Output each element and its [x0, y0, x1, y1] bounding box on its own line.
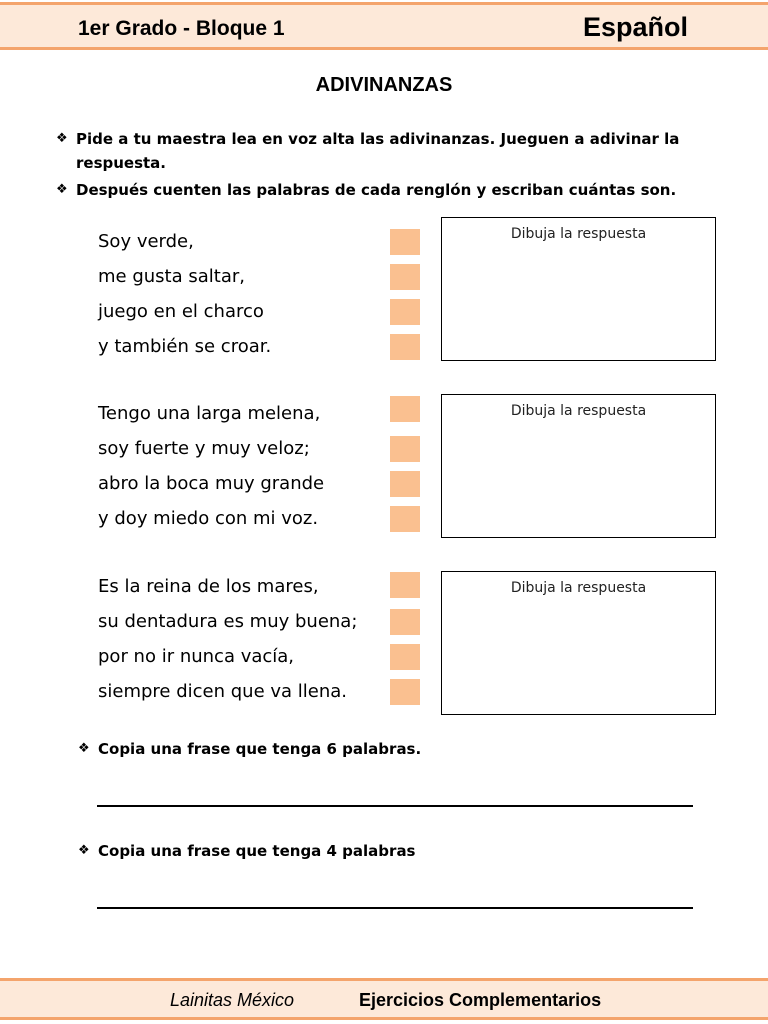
- riddle-line: soy fuerte y muy veloz;: [98, 438, 310, 459]
- instruction-text: Después cuenten las palabras de cada renglón y escriban cuántas son.: [76, 181, 677, 199]
- task-text: Copia una frase que tenga 4 palabras: [98, 842, 416, 860]
- riddle-line: Tengo una larga melena,: [98, 403, 321, 424]
- riddle-line: me gusta saltar,: [98, 266, 245, 287]
- page-footer: [0, 978, 768, 1020]
- word-count-box[interactable]: [390, 609, 420, 635]
- riddle-line: juego en el charco: [98, 301, 264, 322]
- diamond-bullet-icon: ❖: [78, 843, 90, 858]
- riddle-line: su dentadura es muy buena;: [98, 611, 358, 632]
- riddle-line: y doy miedo con mi voz.: [98, 508, 319, 529]
- riddle-line: y también se croar.: [98, 336, 272, 357]
- grade-label: 1er Grado - Bloque 1: [78, 17, 285, 40]
- riddle-line: abro la boca muy grande: [98, 473, 325, 494]
- diamond-bullet-icon: ❖: [56, 182, 68, 197]
- draw-label: Dibuja la respuesta: [510, 403, 647, 419]
- diamond-bullet-icon: ❖: [78, 741, 90, 756]
- riddle-3: [98, 569, 357, 709]
- instruction-2: [56, 178, 696, 202]
- riddle-line: Es la reina de los mares,: [98, 576, 319, 597]
- word-count-box[interactable]: [390, 334, 420, 360]
- diamond-bullet-icon: ❖: [56, 131, 68, 146]
- word-count-box[interactable]: [390, 436, 420, 462]
- draw-label: Dibuja la respuesta: [510, 580, 647, 596]
- word-count-box[interactable]: [390, 264, 420, 290]
- word-count-box[interactable]: [390, 506, 420, 532]
- answer-line-2[interactable]: [97, 907, 693, 909]
- answer-drawing-box[interactable]: [441, 571, 716, 715]
- answer-drawing-box[interactable]: [441, 217, 716, 361]
- answer-line-1[interactable]: [97, 805, 693, 807]
- riddle-2: [98, 396, 324, 536]
- riddle-line: Soy verde,: [98, 231, 194, 252]
- instruction-text: Pide a tu maestra lea en voz alta las adivinanzas. Jueguen a adivinar la respuesta.: [76, 130, 680, 172]
- word-count-box[interactable]: [390, 471, 420, 497]
- riddle-line: siempre dicen que va llena.: [98, 681, 348, 702]
- draw-label: Dibuja la respuesta: [510, 226, 647, 242]
- author-label: Lainitas México: [170, 990, 295, 1010]
- word-count-box[interactable]: [390, 299, 420, 325]
- word-count-box[interactable]: [390, 572, 420, 598]
- task-2: [78, 839, 658, 863]
- word-count-box[interactable]: [390, 644, 420, 670]
- page-title: ADIVINANZAS: [315, 74, 453, 96]
- subject-label: Español: [582, 12, 688, 42]
- task-1: [78, 737, 658, 761]
- page-header: [0, 2, 768, 50]
- task-text: Copia una frase que tenga 6 palabras.: [98, 740, 422, 758]
- instruction-1: [56, 127, 696, 175]
- series-label: Ejercicios Complementarios: [359, 990, 602, 1010]
- word-count-box[interactable]: [390, 679, 420, 705]
- answer-drawing-box[interactable]: [441, 394, 716, 538]
- riddle-line: por no ir nunca vacía,: [98, 646, 295, 667]
- word-count-box[interactable]: [390, 229, 420, 255]
- riddle-1: [98, 224, 271, 364]
- word-count-box[interactable]: [390, 396, 420, 422]
